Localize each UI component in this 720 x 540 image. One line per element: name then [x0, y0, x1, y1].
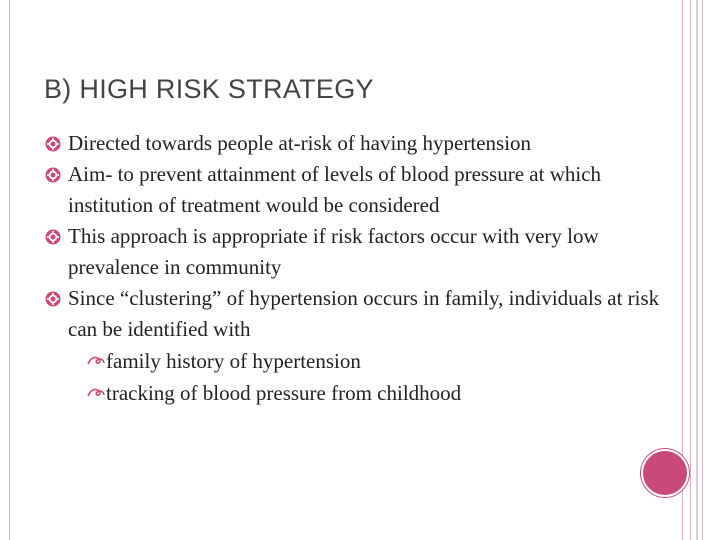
bullet-item — [44, 283, 664, 345]
decorative-circle — [641, 449, 689, 497]
frame-right-line — [690, 0, 691, 540]
gear-bullet-icon — [44, 159, 62, 191]
bullet-text: This approach is appropriate if risk factors occur with very low prevalence in community — [68, 224, 599, 279]
bullet-text: Aim- to prevent attainment of levels of blood pressure at which institution of treatment would be considered — [68, 162, 602, 217]
swirl-bullet-icon — [86, 345, 106, 377]
frame-left-line — [9, 0, 10, 540]
swirl-bullet-icon — [86, 377, 106, 409]
sub-bullet-item — [44, 345, 664, 377]
bullet-item — [44, 221, 664, 283]
bullet-item — [44, 159, 664, 221]
bullet-list — [44, 128, 664, 409]
bullet-text: Directed towards people at-risk of having hypertension — [68, 131, 532, 155]
frame-right-line — [702, 0, 703, 540]
slide-title: B) HIGH RISK STRATEGY — [44, 74, 374, 104]
frame-right-line — [696, 0, 698, 540]
gear-bullet-icon — [44, 128, 62, 160]
sub-bullet-text: family history of hypertension — [106, 349, 361, 373]
sub-bullet-item — [44, 377, 664, 409]
bullet-text: Since “clustering” of hypertension occurs in family, individuals at risk can be identified with — [68, 286, 660, 341]
gear-bullet-icon — [44, 221, 62, 253]
gear-bullet-icon — [44, 283, 62, 315]
sub-bullet-text: tracking of blood pressure from childhood — [106, 381, 462, 405]
bullet-item — [44, 128, 664, 159]
